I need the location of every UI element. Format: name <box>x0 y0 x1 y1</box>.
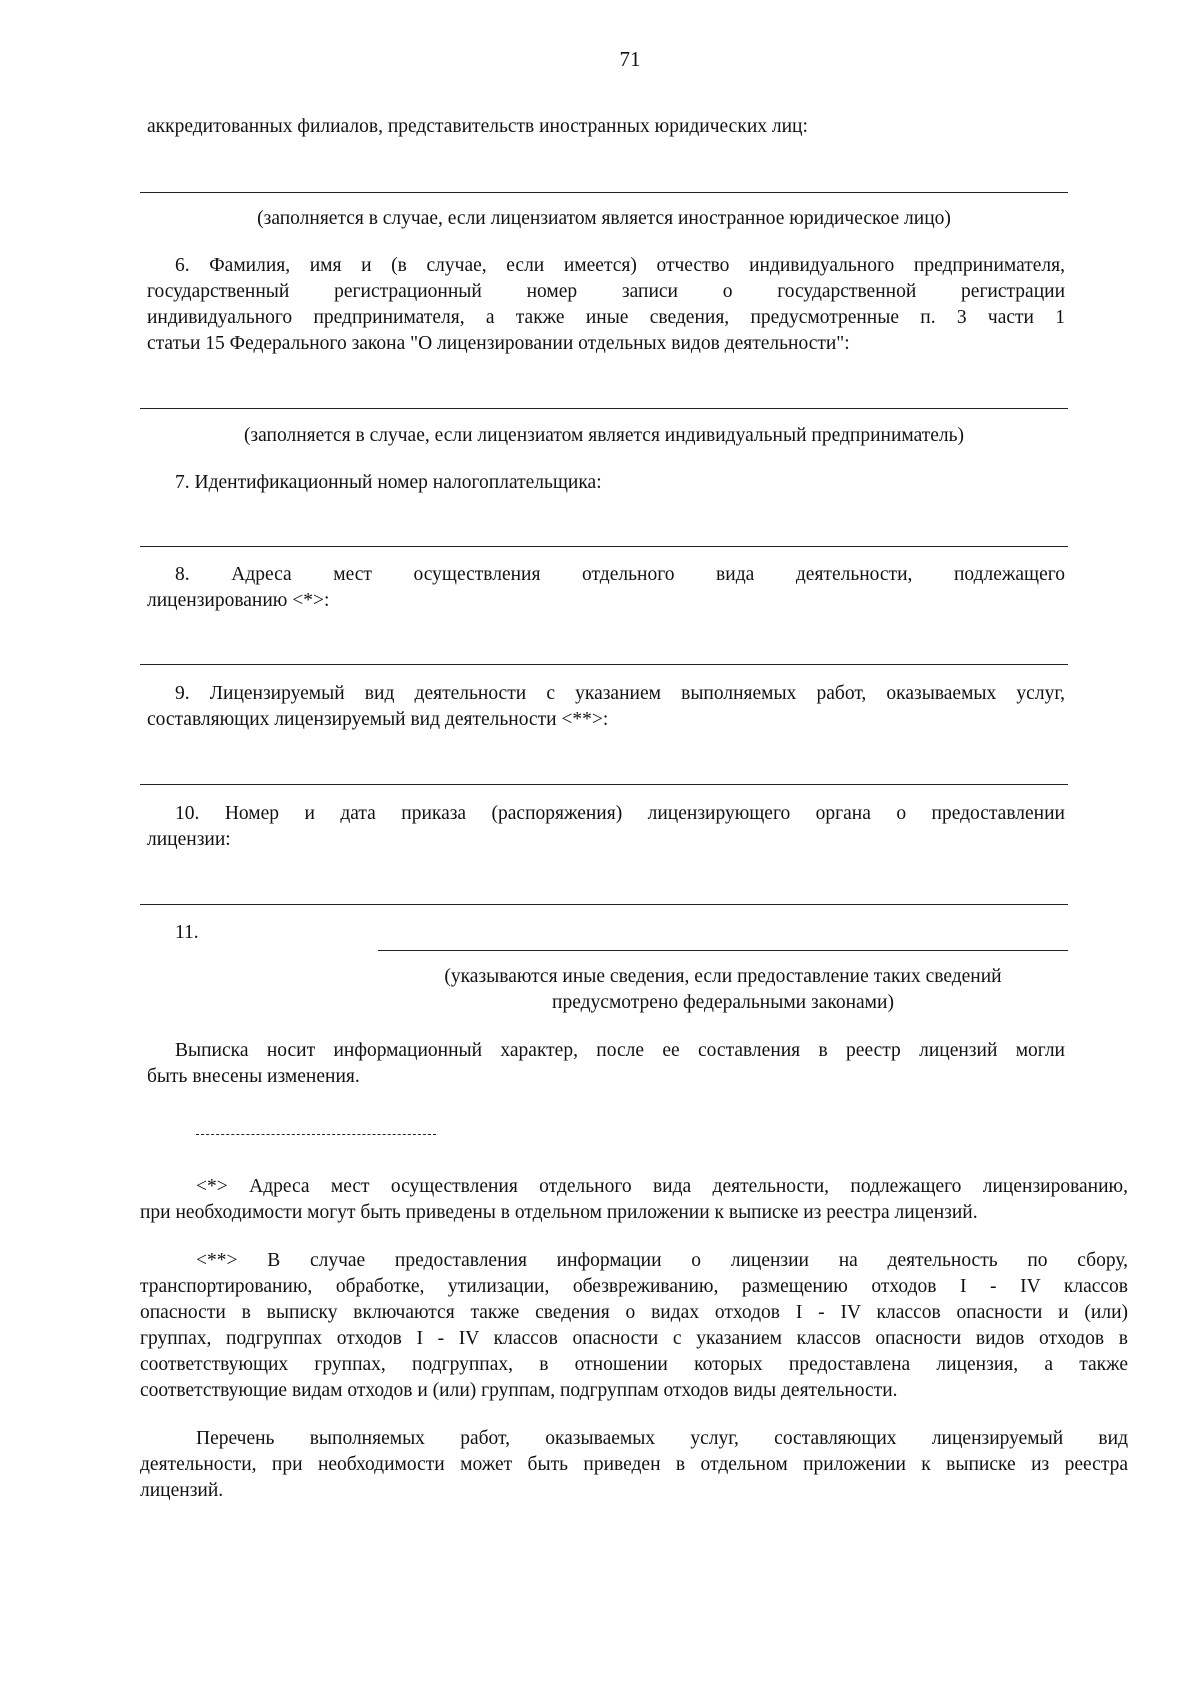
item-7-inn: 7. Идентификационный номер налогоплательщика: <box>175 472 602 493</box>
fill-line-activity-type <box>140 784 1068 785</box>
item-9-line: составляющих лицензируемый вид деятельности <**>: <box>147 709 609 730</box>
fill-line-other-info <box>378 950 1068 951</box>
note-other-info <box>378 964 1068 1016</box>
item-6-line: статьи 15 Федерального закона "О лицензировании отдельных видов деятельности": <box>147 333 850 354</box>
footnote-line: соответствующие видам отходов и (или) группам, подгруппам отходов виды деятельности. <box>140 1380 898 1401</box>
intro-line: аккредитованных филиалов, представительств иностранных юридических лиц: <box>147 116 808 137</box>
footnote-line: лицензий. <box>140 1480 224 1501</box>
footnote-addresses <box>140 1174 1128 1226</box>
footnote-line: при необходимости могут быть приведены в отдельном приложении к выписке из реестра лицензий. <box>140 1202 978 1223</box>
footnote-line: <*> Адреса мест осуществления отдельного вида деятельности, подлежащего лицензированию, <box>196 1176 1128 1197</box>
footnote-line: соответствующих группах, подгруппах, в отношении которых предоставлена лицензия, а также <box>140 1354 1128 1375</box>
footnote-line: деятельности, при необходимости может быть приведен в отдельном приложении к выписке из реестра <box>140 1454 1128 1475</box>
fill-line-order <box>140 904 1068 905</box>
fill-line-inn <box>140 546 1068 547</box>
item-10-line: лицензии: <box>147 829 231 850</box>
footnote-waste-activity <box>140 1248 1128 1404</box>
item-10-order <box>147 801 1065 853</box>
note-other-info-line: (указываются иные сведения, если предоставление таких сведений <box>444 966 1002 987</box>
item-6-line: индивидуального предпринимателя, а также иные сведения, предусмотренные п. 3 части 1 <box>147 307 1065 328</box>
disclaimer-line: Выписка носит информационный характер, после ее составления в реестр лицензий могли <box>175 1040 1065 1061</box>
item-6-line: 6. Фамилия, имя и (в случае, если имеется) отчество индивидуального предпринимателя, <box>175 255 1065 276</box>
footnote-separator <box>196 1134 436 1135</box>
note-foreign-entity: (заполняется в случае, если лицензиатом является иностранное юридическое лицо) <box>257 208 951 229</box>
item-9-line: 9. Лицензируемый вид деятельности с указанием выполняемых работ, оказываемых услуг, <box>175 683 1065 704</box>
disclaimer <box>147 1038 1065 1090</box>
item-11-label: 11. <box>175 922 199 943</box>
item-8-line: лицензированию <*>: <box>147 590 330 611</box>
footnote-line: Перечень выполняемых работ, оказываемых услуг, составляющих лицензируемый вид <box>196 1428 1128 1449</box>
footnote-line: транспортированию, обработке, утилизации, обезвреживанию, размещению отходов I - IV классов <box>140 1276 1128 1297</box>
disclaimer-line: быть внесены изменения. <box>147 1066 360 1087</box>
fill-line-entrepreneur <box>140 408 1068 409</box>
page-number: 71 <box>619 47 641 71</box>
item-9-activity-type <box>147 681 1065 733</box>
note-other-info-line: предусмотрено федеральными законами) <box>552 992 894 1013</box>
item-6-line: государственный регистрационный номер записи о государственной регистрации <box>147 281 1065 302</box>
footnote-line: опасности в выписку включаются также сведения о видах отходов I - IV классов опасности и (или) <box>140 1302 1128 1323</box>
footnote-line: <**> В случае предоставления информации о лицензии на деятельность по сбору, <box>196 1250 1128 1271</box>
item-10-line: 10. Номер и дата приказа (распоряжения) лицензирующего органа о предоставлении <box>175 803 1065 824</box>
fill-line-addresses <box>140 664 1068 665</box>
footnote-line: группах, подгруппах отходов I - IV классов опасности с указанием классов опасности видов отходов в <box>140 1328 1128 1349</box>
footnote-works-list <box>140 1426 1128 1504</box>
fill-line-foreign-entity <box>140 192 1068 193</box>
item-8-line: 8. Адреса мест осуществления отдельного вида деятельности, подлежащего <box>175 564 1065 585</box>
item-8-addresses <box>147 562 1065 614</box>
item-6-individual-entrepreneur <box>147 253 1065 357</box>
note-entrepreneur: (заполняется в случае, если лицензиатом является индивидуальный предприниматель) <box>243 425 965 446</box>
